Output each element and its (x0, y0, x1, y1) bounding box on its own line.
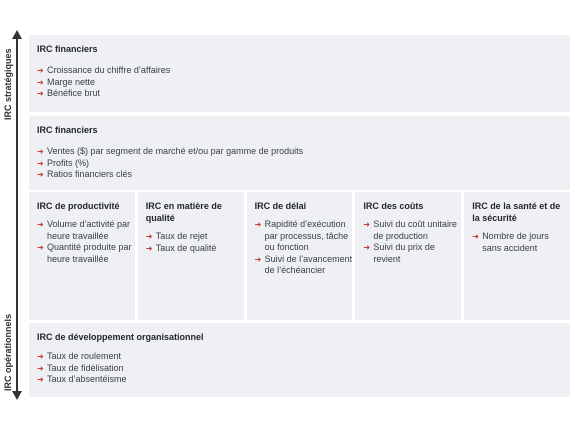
arrow-right-icon: ➜ (37, 89, 44, 98)
list-item-label: Suivi du coût unitaire de production (373, 219, 457, 241)
kpi-list (37, 146, 570, 181)
arrow-right-icon: ➜ (37, 375, 44, 384)
list-item-label: Ratios financiers clés (47, 169, 133, 179)
list-item (37, 374, 570, 386)
arrow-right-icon: ➜ (254, 220, 262, 229)
list-item (363, 219, 461, 242)
arrow-right-icon: ➜ (254, 254, 262, 264)
arrow-right-icon: ➜ (363, 220, 371, 229)
operational-kpi-row (29, 192, 570, 320)
list-item (37, 65, 570, 77)
list-item (37, 146, 570, 158)
list-item-label: Taux de roulement (47, 351, 122, 361)
kpi-list (37, 351, 570, 386)
panel-title: IRC de productivité (37, 201, 120, 211)
list-item-label: Croissance du chiffre d’affaires (47, 65, 171, 75)
panel-lead-time (247, 192, 353, 320)
list-item-label: Nombre de jours sans accident (482, 231, 549, 253)
axis-label-strategic: IRC stratégiques (3, 48, 13, 120)
list-item (472, 231, 570, 254)
arrow-right-icon: ➜ (37, 147, 44, 156)
panel-organizational-development (29, 323, 570, 397)
kpi-list (37, 219, 135, 265)
arrow-right-icon: ➜ (37, 352, 44, 361)
list-item (37, 158, 570, 170)
list-item-label: Taux de rejet (155, 231, 208, 241)
kpi-axis (0, 0, 26, 431)
list-item-label: Taux de qualité (155, 242, 217, 253)
list-item (146, 243, 244, 255)
list-item (255, 254, 353, 277)
kpi-list (255, 219, 353, 277)
list-item (37, 169, 570, 181)
panel-quality (138, 192, 244, 320)
arrow-right-icon: ➜ (37, 170, 44, 179)
panel-title: IRC des coûts (363, 201, 424, 211)
list-item-label: Marge nette (47, 76, 96, 87)
list-item-label: Volume d’activité par heure travaillée (47, 219, 131, 241)
panel-productivity (29, 192, 135, 320)
panel-title: IRC financiers (37, 44, 98, 54)
arrow-right-icon: ➜ (37, 220, 44, 229)
list-item-label: Rapidité d’exécution par processus, tâche ou fonction (264, 219, 349, 252)
panel-title: IRC financiers (37, 125, 98, 135)
list-item-label: Ventes ($) par segment de marché et/ou par gamme de produits (47, 146, 304, 156)
arrow-right-icon: ➜ (145, 232, 153, 241)
list-item (37, 242, 135, 265)
list-item (37, 351, 570, 363)
kpi-list (37, 65, 570, 100)
list-item-label: Quantité produite par heure travaillée (47, 242, 132, 264)
panel-title: IRC en matière de qualité (145, 201, 222, 223)
arrow-right-icon: ➜ (37, 77, 44, 87)
kpi-list (472, 231, 570, 254)
panel-title: IRC de la santé et de la sécurité (472, 201, 561, 223)
panel-strategic-financial-2 (29, 116, 570, 190)
arrow-right-icon: ➜ (37, 158, 44, 168)
panel-costs (355, 192, 461, 320)
panel-title: IRC de développement organisationnel (37, 332, 204, 342)
list-item-label: Suivi du prix de revient (373, 242, 435, 264)
arrow-right-icon: ➜ (145, 243, 153, 253)
panel-strategic-financial-1 (29, 35, 570, 112)
list-item-label: Bénéfice brut (47, 88, 101, 98)
panel-title: IRC de délai (254, 201, 307, 211)
axis-label-operational: IRC opérationnels (3, 313, 13, 391)
kpi-list (363, 219, 461, 265)
arrow-right-icon: ➜ (37, 66, 44, 75)
list-item (255, 219, 353, 254)
arrow-right-icon: ➜ (37, 243, 44, 252)
list-item-label: Taux d’absentéisme (47, 374, 127, 384)
panel-health-safety (464, 192, 570, 320)
axis-line (16, 38, 18, 392)
list-item (37, 363, 570, 375)
arrow-right-icon: ➜ (363, 243, 371, 252)
arrow-right-icon: ➜ (37, 363, 44, 373)
list-item-label: Profits (%) (47, 157, 90, 168)
arrow-right-icon: ➜ (472, 232, 479, 241)
list-item (146, 231, 244, 243)
list-item-label: Taux de fidélisation (47, 362, 124, 373)
list-item (37, 77, 570, 89)
list-item (363, 242, 461, 265)
list-item (37, 88, 570, 100)
list-item (37, 219, 135, 242)
list-item-label: Suivi de l’avancement de l’échéancier (264, 253, 353, 275)
kpi-list (146, 231, 244, 254)
